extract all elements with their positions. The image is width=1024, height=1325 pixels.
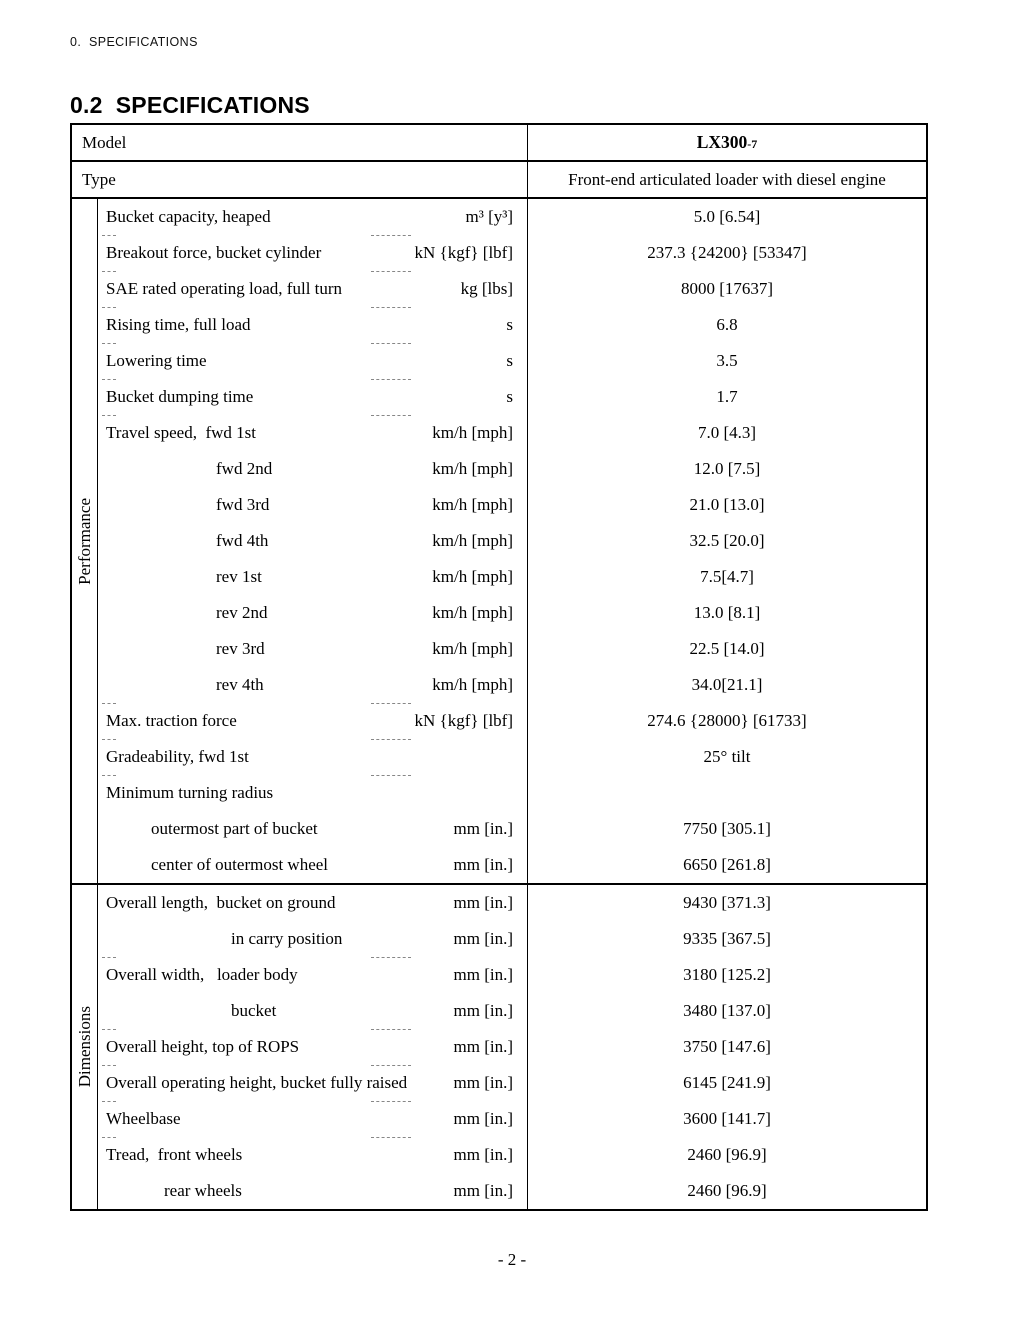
section-category-cell bbox=[72, 885, 98, 1209]
spec-unit-label: mm [in.] bbox=[453, 1037, 513, 1056]
spec-row bbox=[98, 1137, 926, 1173]
spec-value: 1.7 bbox=[527, 379, 926, 415]
spec-unit-label: mm [in.] bbox=[453, 1109, 513, 1128]
spec-unit-label: km/h [mph] bbox=[432, 531, 513, 550]
spec-row bbox=[98, 1173, 926, 1209]
spec-item-cell bbox=[98, 993, 527, 1029]
spec-value: 9430 [371.3] bbox=[527, 885, 926, 921]
type-value: Front-end articulated loader with diesel engine bbox=[527, 162, 926, 197]
spec-value: 6650 [261.8] bbox=[527, 847, 926, 883]
spec-item-cell bbox=[98, 343, 527, 379]
spec-unit-label: m³ [y³] bbox=[465, 207, 513, 226]
spec-row bbox=[98, 379, 926, 415]
model-value-suffix: -7 bbox=[747, 136, 758, 151]
spec-row bbox=[98, 667, 926, 703]
spec-unit-label: s bbox=[506, 351, 513, 370]
spec-item-label: Breakout force, bucket cylinder bbox=[106, 243, 322, 262]
spec-item-label: rev 1st bbox=[216, 567, 262, 586]
spec-item-label: bucket bbox=[231, 1001, 277, 1020]
spec-item-cell bbox=[98, 631, 527, 667]
spec-item-label: Gradeability, fwd 1st bbox=[106, 747, 249, 766]
spec-item-label: Minimum turning radius bbox=[106, 783, 274, 802]
spec-row bbox=[98, 1101, 926, 1137]
spec-value: 32.5 [20.0] bbox=[527, 523, 926, 559]
spec-item-label: Bucket dumping time bbox=[106, 387, 254, 406]
spec-unit-label: mm [in.] bbox=[453, 1001, 513, 1020]
spec-unit-label: kN {kgf} [lbf] bbox=[414, 243, 513, 262]
spec-row bbox=[98, 487, 926, 523]
spec-row bbox=[98, 921, 926, 957]
spec-unit-label: mm [in.] bbox=[453, 1145, 513, 1164]
spec-unit-label: mm [in.] bbox=[453, 1181, 513, 1200]
spec-row bbox=[98, 199, 926, 235]
running-header: 0. SPECIFICATIONS bbox=[70, 35, 198, 49]
spec-item-cell bbox=[98, 811, 527, 847]
spec-item-cell bbox=[98, 451, 527, 487]
spec-unit-label: km/h [mph] bbox=[432, 639, 513, 658]
spec-item-cell bbox=[98, 307, 527, 343]
spec-item-label: Max. traction force bbox=[106, 711, 237, 730]
spec-item-label: Tread, front wheels bbox=[106, 1145, 243, 1164]
spec-item-cell bbox=[98, 957, 527, 993]
spec-value: 7.5[4.7] bbox=[527, 559, 926, 595]
spec-item-label: Travel speed, fwd 1st bbox=[106, 423, 256, 442]
spec-unit-label: s bbox=[506, 387, 513, 406]
spec-unit-label: mm [in.] bbox=[453, 855, 513, 874]
specifications-table bbox=[70, 123, 928, 1211]
spec-value: 274.6 {28000} [61733] bbox=[527, 703, 926, 739]
spec-item-cell bbox=[98, 1029, 527, 1065]
section-performance bbox=[72, 199, 926, 883]
spec-item-label: SAE rated operating load, full turn bbox=[106, 279, 343, 298]
spec-item-label: fwd 4th bbox=[216, 531, 269, 550]
spec-value: 5.0 [6.54] bbox=[527, 199, 926, 235]
spec-item-cell bbox=[98, 775, 527, 811]
spec-unit-label: kN {kgf} [lbf] bbox=[414, 711, 513, 730]
spec-item-cell bbox=[98, 885, 527, 921]
section-rows bbox=[98, 885, 926, 1209]
spec-row bbox=[98, 415, 926, 451]
spec-item-cell bbox=[98, 559, 527, 595]
section-label-dimensions: Dimensions bbox=[74, 1006, 94, 1088]
spec-item-cell bbox=[98, 1137, 527, 1173]
spec-table-body bbox=[72, 199, 926, 1209]
spec-item-cell bbox=[98, 523, 527, 559]
spec-unit-label: km/h [mph] bbox=[432, 423, 513, 442]
spec-item-cell bbox=[98, 199, 527, 235]
spec-item-label: Lowering time bbox=[106, 351, 207, 370]
section-category-cell bbox=[72, 199, 98, 883]
spec-row bbox=[98, 631, 926, 667]
spec-value: 3750 [147.6] bbox=[527, 1029, 926, 1065]
section-label-performance: Performance bbox=[74, 497, 94, 585]
spec-value: 3480 [137.0] bbox=[527, 993, 926, 1029]
spec-row bbox=[98, 775, 926, 811]
spec-unit-label: km/h [mph] bbox=[432, 675, 513, 694]
spec-item-label: Overall operating height, bucket fully raised bbox=[106, 1073, 408, 1092]
spec-item-cell bbox=[98, 703, 527, 739]
page-title: 0.2 SPECIFICATIONS bbox=[70, 92, 310, 118]
spec-value: 8000 [17637] bbox=[527, 271, 926, 307]
spec-row bbox=[98, 957, 926, 993]
spec-row bbox=[98, 993, 926, 1029]
spec-value: 7.0 [4.3] bbox=[527, 415, 926, 451]
spec-row bbox=[98, 451, 926, 487]
spec-item-label: center of outermost wheel bbox=[151, 855, 329, 874]
spec-item-label: rev 3rd bbox=[216, 639, 265, 658]
spec-item-label: Bucket capacity, heaped bbox=[106, 207, 271, 226]
spec-item-label: fwd 2nd bbox=[216, 459, 273, 478]
spec-row bbox=[98, 235, 926, 271]
spec-item-label: rear wheels bbox=[164, 1181, 242, 1200]
spec-item-label: rev 4th bbox=[216, 675, 264, 694]
spec-item-cell bbox=[98, 595, 527, 631]
spec-item-label: Rising time, full load bbox=[106, 315, 251, 334]
spec-item-cell bbox=[98, 235, 527, 271]
spec-unit-label: mm [in.] bbox=[453, 893, 513, 912]
spec-unit-label: mm [in.] bbox=[453, 1073, 513, 1092]
spec-value bbox=[527, 775, 926, 811]
spec-unit-label: kg [lbs] bbox=[460, 279, 513, 298]
spec-value: 22.5 [14.0] bbox=[527, 631, 926, 667]
spec-row bbox=[98, 559, 926, 595]
spec-unit-label: s bbox=[506, 315, 513, 334]
spec-row bbox=[98, 1065, 926, 1101]
spec-item-cell bbox=[98, 271, 527, 307]
spec-item-label: Overall width, loader body bbox=[106, 965, 298, 984]
section-rows bbox=[98, 199, 926, 883]
spec-value: 13.0 [8.1] bbox=[527, 595, 926, 631]
model-value-main: LX300 bbox=[696, 132, 748, 152]
spec-row bbox=[98, 847, 926, 883]
spec-row bbox=[98, 811, 926, 847]
type-label: Type bbox=[82, 169, 116, 189]
spec-value: 3180 [125.2] bbox=[527, 957, 926, 993]
spec-row bbox=[98, 739, 926, 775]
spec-item-label: Overall length, bucket on ground bbox=[106, 893, 336, 912]
spec-value: 237.3 {24200} [53347] bbox=[527, 235, 926, 271]
spec-value: 2460 [96.9] bbox=[527, 1137, 926, 1173]
spec-value: 7750 [305.1] bbox=[527, 811, 926, 847]
spec-item-label: fwd 3rd bbox=[216, 495, 270, 514]
spec-unit-label: km/h [mph] bbox=[432, 603, 513, 622]
spec-unit-label: mm [in.] bbox=[453, 929, 513, 948]
spec-item-cell bbox=[98, 1101, 527, 1137]
spec-item-cell bbox=[98, 487, 527, 523]
spec-value: 34.0[21.1] bbox=[527, 667, 926, 703]
spec-item-label: in carry position bbox=[231, 929, 343, 948]
spec-value: 3600 [141.7] bbox=[527, 1101, 926, 1137]
spec-row bbox=[98, 523, 926, 559]
spec-item-label: rev 2nd bbox=[216, 603, 268, 622]
spec-value: 6.8 bbox=[527, 307, 926, 343]
spec-value: 25° tilt bbox=[527, 739, 926, 775]
spec-item-cell bbox=[98, 739, 527, 775]
spec-unit-label: mm [in.] bbox=[453, 965, 513, 984]
spec-item-cell bbox=[98, 847, 527, 883]
spec-item-cell bbox=[98, 1065, 527, 1101]
spec-item-label: outermost part of bucket bbox=[151, 819, 318, 838]
model-value bbox=[527, 125, 926, 160]
spec-row bbox=[98, 307, 926, 343]
spec-unit-label: km/h [mph] bbox=[432, 459, 513, 478]
spec-value: 12.0 [7.5] bbox=[527, 451, 926, 487]
spec-value: 3.5 bbox=[527, 343, 926, 379]
spec-row bbox=[98, 271, 926, 307]
page-number: - 2 - bbox=[497, 1250, 527, 1269]
spec-row bbox=[98, 1029, 926, 1065]
type-row bbox=[72, 162, 926, 199]
spec-unit-label: km/h [mph] bbox=[432, 495, 513, 514]
spec-item-cell bbox=[98, 1173, 527, 1209]
spec-item-label: Overall height, top of ROPS bbox=[106, 1037, 300, 1056]
model-row bbox=[72, 125, 926, 162]
spec-row bbox=[98, 885, 926, 921]
spec-value: 2460 [96.9] bbox=[527, 1173, 926, 1209]
section-dimensions bbox=[72, 883, 926, 1209]
spec-item-cell bbox=[98, 379, 527, 415]
spec-row bbox=[98, 595, 926, 631]
spec-unit-label: km/h [mph] bbox=[432, 567, 513, 586]
model-label: Model bbox=[82, 132, 127, 152]
spec-row bbox=[98, 343, 926, 379]
spec-item-cell bbox=[98, 667, 527, 703]
spec-row bbox=[98, 703, 926, 739]
spec-value: 21.0 [13.0] bbox=[527, 487, 926, 523]
spec-item-cell bbox=[98, 415, 527, 451]
spec-item-label: Wheelbase bbox=[106, 1109, 181, 1128]
spec-item-cell bbox=[98, 921, 527, 957]
spec-value: 9335 [367.5] bbox=[527, 921, 926, 957]
spec-unit-label: mm [in.] bbox=[453, 819, 513, 838]
spec-value: 6145 [241.9] bbox=[527, 1065, 926, 1101]
